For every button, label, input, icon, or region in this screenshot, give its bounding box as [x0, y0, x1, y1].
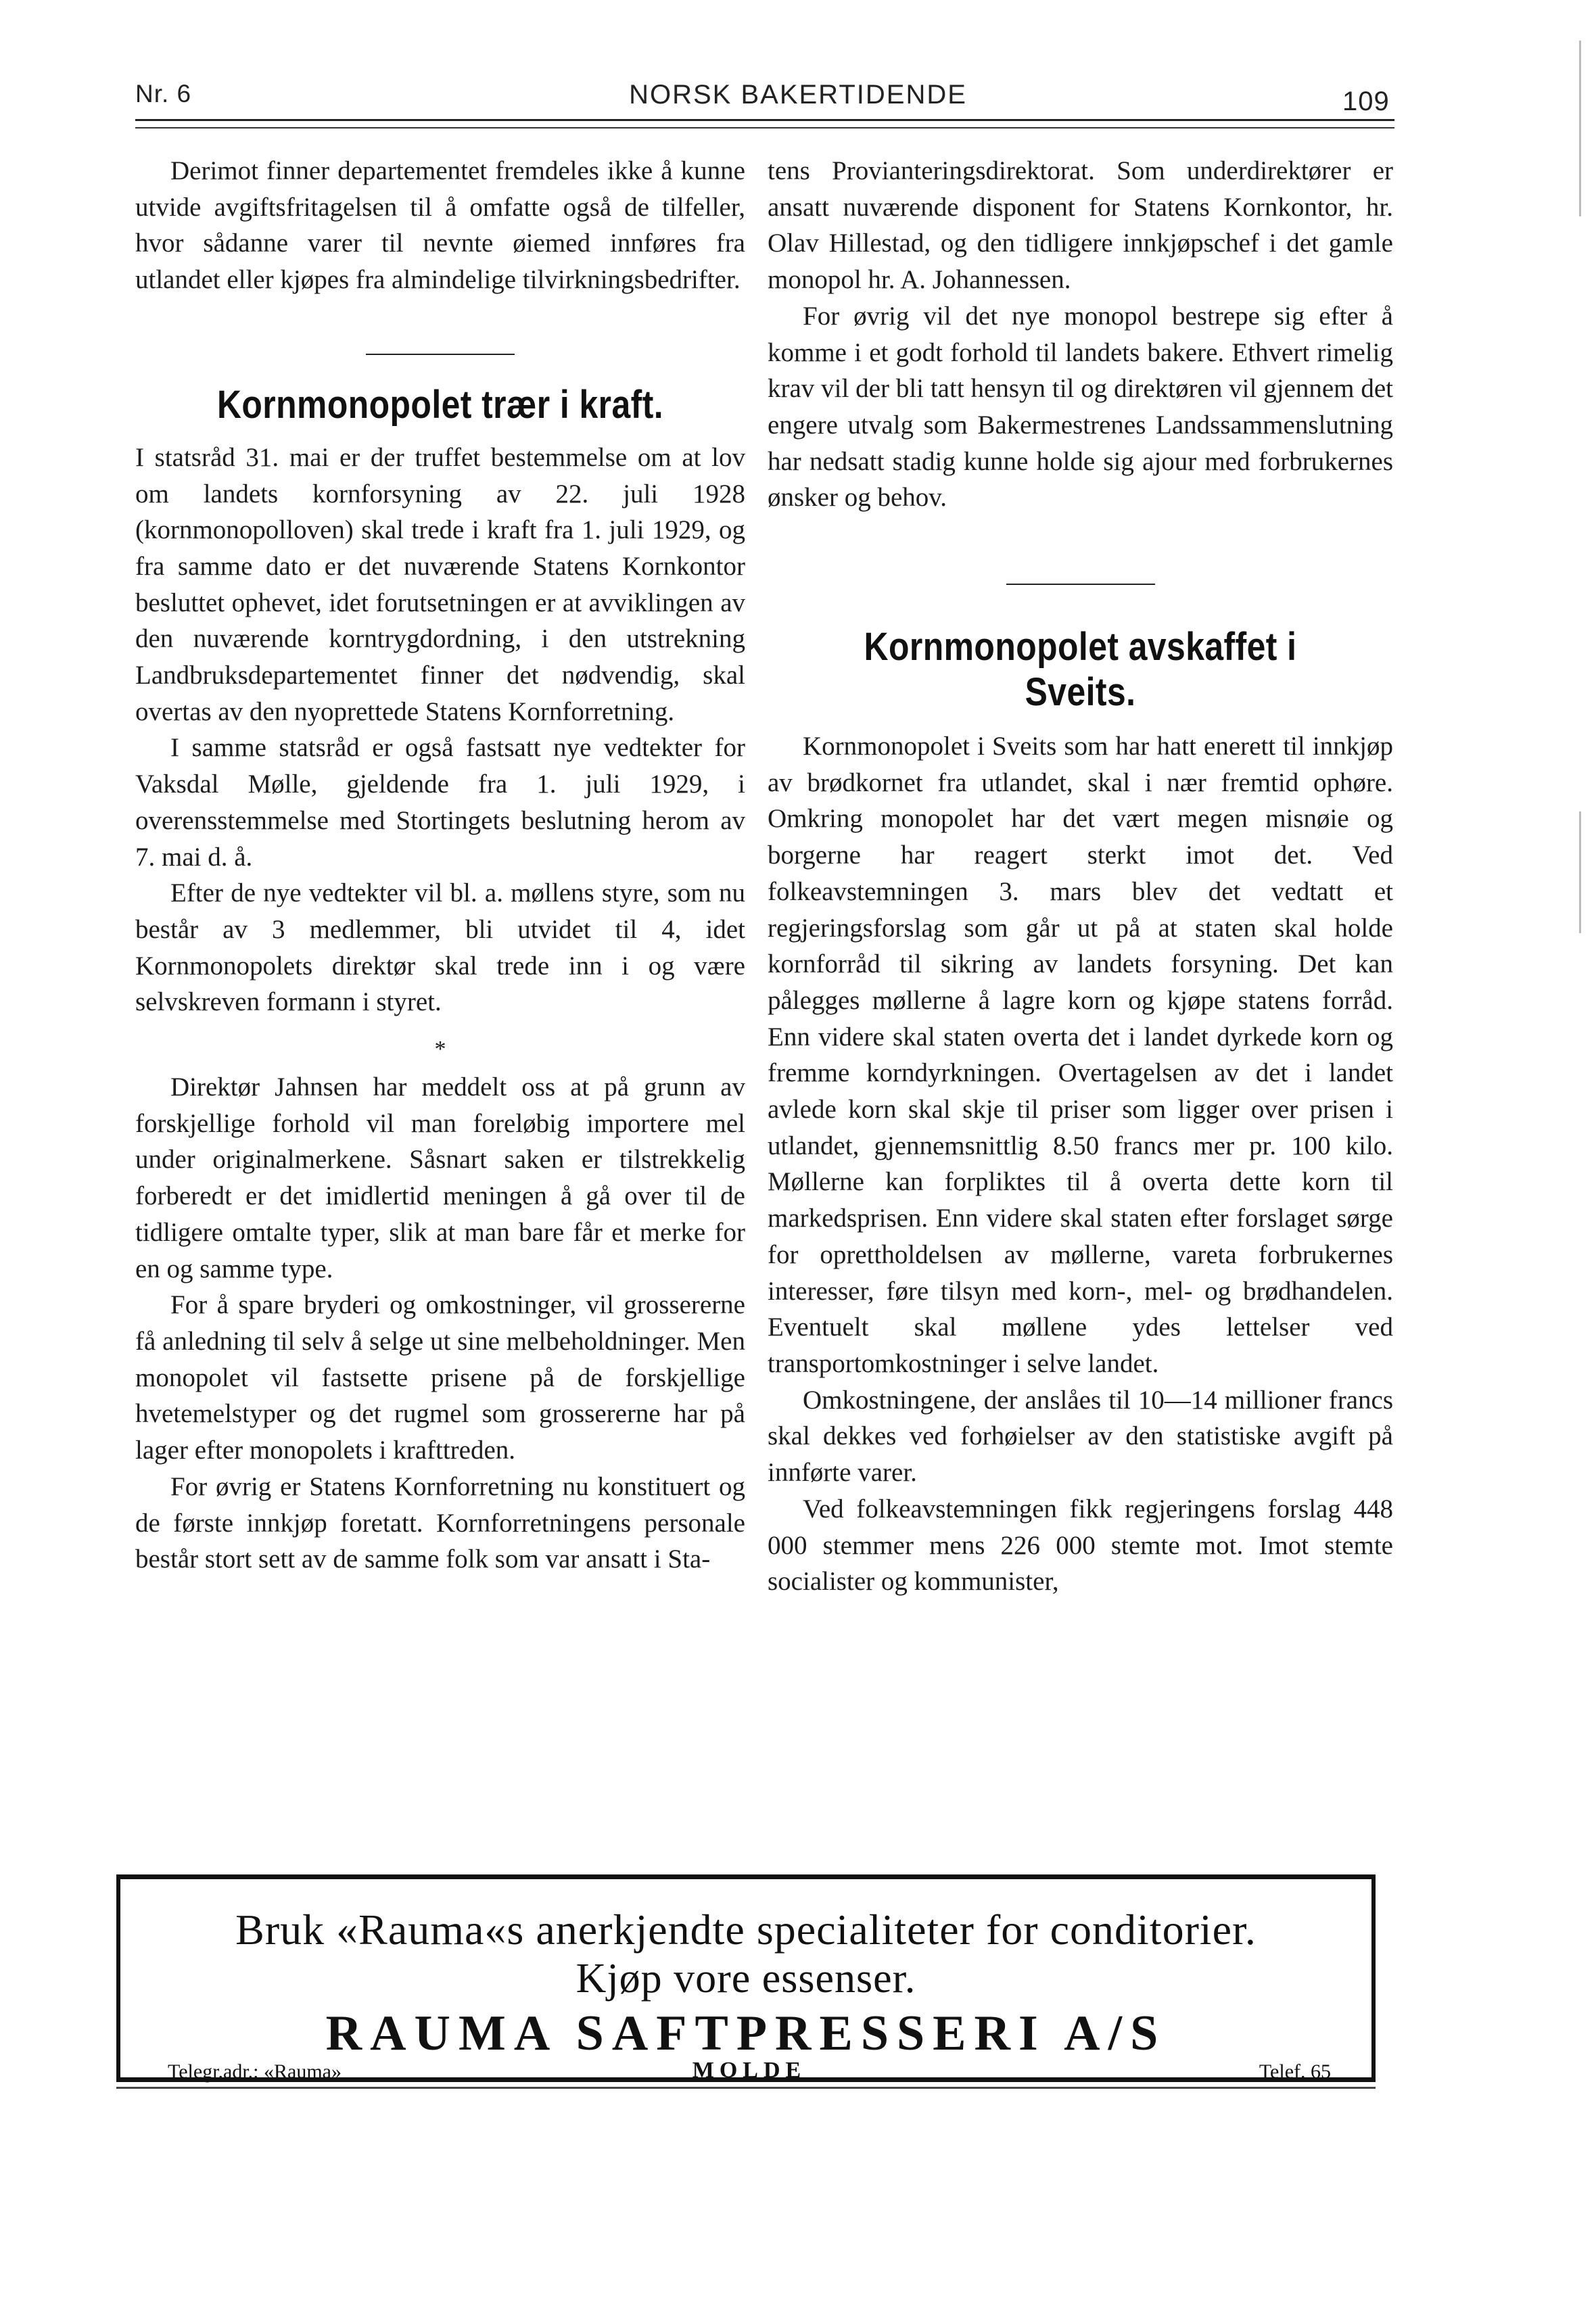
- article-paragraph: Kornmonopolet i Sveits som har hatt enerett til innkjøp av brødkornet fra utlandet, skal i nær fremtid ophøre. Omkring monopolet har det vært megen misnøie og borgerne har reagert sterkt imot det. Ved folkeavstemningen 3. mars blev det vedtatt et regjeringsforslag som går ut på at staten skal holde kornforråd til sikring av landets forsyning. Det kan pålegges møllerne å lagre korn og kjøpe statens forråd. Enn videre skal staten overta det i landet dyrkede korn og fremme korndyrkningen. Overtagelsen av det i landet avlede korn skal skje til priser som ligger over prisen i utlandet, gjennemsnittlig 8.50 francs mer pr. 100 kilo. Møllerne kan forpliktes til å overta dette korn til markedsprisen. Enn videre skal staten efter forslaget sørge for oprettholdelsen av møllerne, vareta forbrukernes interesser, føre tilsyn med korn-, mel- og brødhandelen. Eventuelt skal møllene ydes lettelser ved transportomkostninger i selve landet.: [768, 732, 1393, 1378]
- article-paragraph: Efter de nye vedtekter vil bl. a. møllens styre, som nu består av 3 medlemmer, bli utvidet til 4, idet Kornmonopolets direktør skal trede inn i og være selvskreven formann i styret.: [135, 878, 745, 1017]
- scan-margin-mark: [1579, 41, 1581, 216]
- ad-subslogan: Kjøp vore essenser.: [576, 1956, 916, 2002]
- article-paragraph: Omkostningene, der anslåes til 10—14 millioner francs skal dekkes ved forhøielser av den statistiske avgift på innførte varer.: [768, 1385, 1393, 1488]
- section-divider: [1006, 584, 1155, 585]
- article-paragraph: For å spare bryderi og omkostninger, vil grossererne få anledning til selv å selge ut sine melbeholdninger. Men monopolet vil fastsette prisene på de forskjellige hvetemelstyper og det rugmel som grossererne har på lager efter monopolets i krafttreden.: [135, 1290, 745, 1465]
- article-paragraph: For øvrig er Statens Kornforretning nu konstituert og de første innkjøp foretatt. Kornforretningens personale består stort sett av de samme folk som var ansatt i Sta-: [135, 1471, 745, 1574]
- left-column: [135, 153, 745, 1578]
- header-rule-secondary: [135, 127, 1394, 128]
- article-paragraph: I samme statsråd er også fastsatt nye vedtekter for Vaksdal Mølle, gjeldende fra 1. juli 1929, i overensstemmelse med Stortingets beslutning herom av 7. mai d. å.: [135, 733, 745, 872]
- page-number: 109: [1342, 87, 1390, 116]
- continued-paragraph: tens Provianteringsdirektorat. Som underdirektører er ansatt nuværende disponent for Statens Kornkontor, hr. Olav Hillestad, og den tidligere innkjøpschef i det gamle monopol hr. A. Johannessen.: [768, 156, 1393, 295]
- ad-city: MOLDE: [692, 2058, 807, 2083]
- ad-phone: Telef. 65: [1259, 2060, 1331, 2083]
- article-paragraph: I statsråd 31. mai er der truffet bestemmelse om at lov om landets kornforsyning av 22. juli 1928 (kornmonopolloven) skal trede i kraft fra 1. juli 1929, og fra samme dato er det nuværende Statens Kornkontor besluttet ophevet, idet forutsetningen er at avviklingen av den nuværende korntrygdordning, i den utstrekning Landbruksdepartementet finner det nødvendig, skal overtas av den nyoprettede Statens Kornforretning.: [135, 442, 745, 726]
- ad-border-top: [116, 1874, 1376, 1879]
- article-paragraph: For øvrig vil det nye monopol bestrepe sig efter å komme i et godt forhold til landets bakere. Ethvert rimelig krav vil der bli tatt hensyn til og direktøren vil gjennem det engere utvalg som Bakermestrenes Landssammenslutning har nedsatt stadig kunne holde sig ajour med forbrukernes ønsker og behov.: [768, 301, 1393, 513]
- scan-margin-mark: [1579, 811, 1581, 933]
- ad-border-bottom-edge: [116, 2087, 1376, 2089]
- header-rule: [135, 119, 1394, 121]
- rauma-advertisement: [120, 1879, 1371, 2083]
- ad-slogan: Bruk «Rauma«s anerkjendte specialiteter for conditorier.: [235, 1906, 1257, 1954]
- ad-border-right: [1371, 1879, 1376, 2082]
- publication-title: NORSK BAKERTIDENDE: [629, 80, 967, 110]
- article-paragraph: Direktør Jahnsen har meddelt oss at på grunn av forskjellige forhold vil man foreløbig importere mel under originalmerkene. Såsnart saken er tilstrekkelig forberedt er det imidlertid meningen å gå over til de tidligere omtalte typer, slik at man bare får et merke for en og samme type.: [135, 1072, 745, 1283]
- asterisk-separator: *: [434, 1037, 446, 1062]
- right-column: [768, 153, 1393, 1600]
- intro-paragraph: Derimot finner departementet fremdeles ikke å kunne utvide avgiftsfritagelsen til å omfatte også de tilfeller, hvor sådanne varer til nevnte øiemed innføres fra utlandet eller kjøpes fra almindelige tilvirkningsbedrifter.: [135, 156, 745, 295]
- headline-kornmonopolet-kraft: Kornmonopolet trær i kraft.: [216, 382, 664, 427]
- headline-kornmonopolet-sveits: Kornmonopolet avskaffet i Sveits.: [864, 625, 1297, 715]
- ad-company-name: RAUMA SAFTPRESSERI A/S: [325, 2006, 1167, 2061]
- ad-telegram-address: Telegr.adr.: «Rauma»: [168, 2060, 342, 2083]
- article-paragraph: Ved folkeavstemningen fikk regjeringens forslag 448 000 stemmer mens 226 000 stemte mot. Imot stemte socialister og kommunister,: [768, 1494, 1393, 1597]
- issue-number: Nr. 6: [135, 80, 192, 108]
- section-divider: [366, 354, 515, 355]
